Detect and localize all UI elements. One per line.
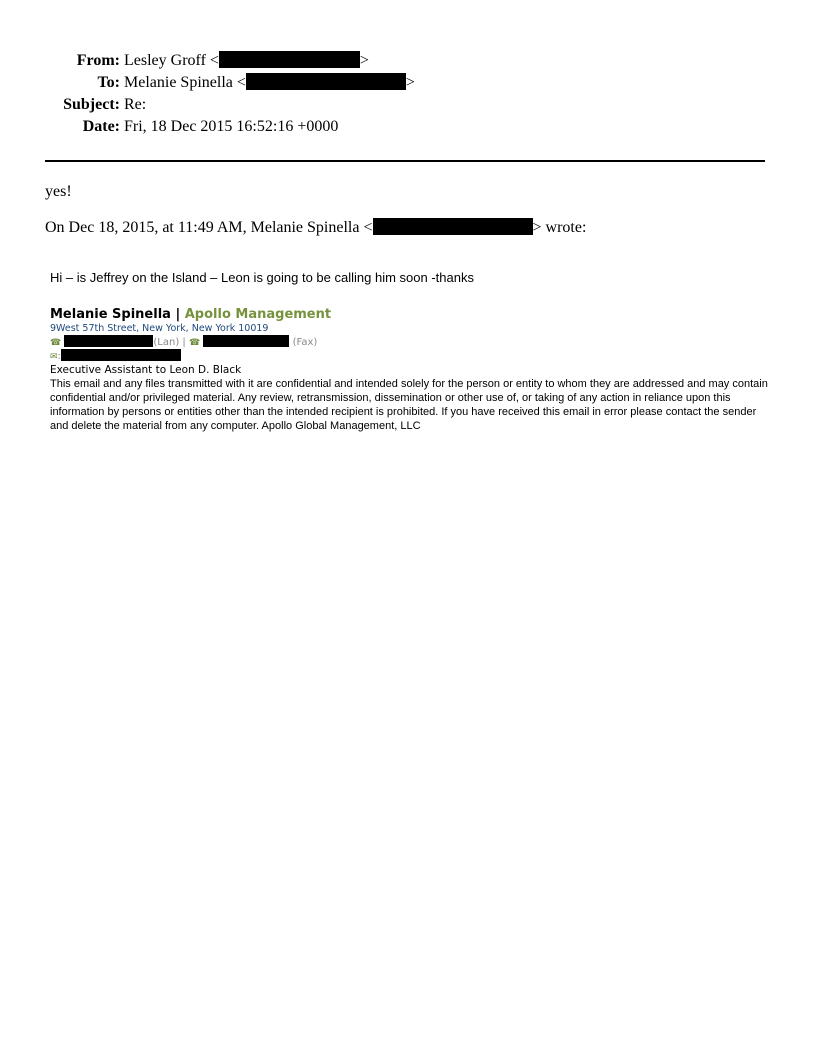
date-value: Fri, 18 Dec 2015 16:52:16 +0000 [124, 118, 339, 135]
fax-label: (Fax) [292, 337, 318, 348]
from-redaction [219, 51, 360, 68]
phone-separator: | [179, 337, 189, 348]
from-close: > [359, 52, 369, 69]
signature-name: Melanie Spinella [50, 307, 171, 322]
from-label: From: [76, 52, 120, 69]
quoted-message: Hi – is Jeffrey on the Island – Leon is going to be calling him soon -thanks [50, 270, 474, 285]
to-name: Melanie Spinella < [124, 74, 246, 91]
date-row [0, 116, 816, 138]
signature-email-line [50, 349, 770, 364]
from-value [124, 50, 369, 72]
to-row [0, 72, 816, 94]
fax-phone-icon: ☎ [188, 338, 201, 348]
subject-label: Subject: [63, 96, 120, 113]
signature-company: Apollo Management [184, 307, 332, 322]
confidentiality-disclaimer: This email and any files transmitted with it are confidential and intended solely for the person or entity to whom they are addressed and may contain confidential and/or privileged material. Any review, retransmission, dissemination or other use of, or taking of any action in reliance upon this information by persons or entities other than the intended recipient is prohibited. If you have received this email in error please contact the sender and delete the material from any computer. Apollo Global Management, LLC [50, 378, 768, 432]
header-divider [45, 160, 765, 162]
email-header [0, 50, 816, 138]
email-signature [50, 306, 770, 433]
subject-row [0, 94, 816, 116]
reply-text: yes! [45, 183, 72, 200]
quote-intro-text: On Dec 18, 2015, at 11:49 AM, Melanie Spinella < [45, 219, 373, 236]
quote-intro-suffix: > wrote: [532, 219, 587, 236]
to-value [124, 72, 415, 94]
email-label: : [57, 351, 61, 362]
email-redaction [61, 349, 181, 361]
signature-phone-line [50, 335, 770, 349]
subject-value: Re: [124, 96, 147, 113]
phone-icon: ☎ [50, 338, 62, 348]
signature-title: Executive Assistant to Leon D. Black [50, 364, 242, 376]
fax-redaction [203, 335, 289, 347]
to-redaction [246, 73, 406, 90]
phone-redaction [64, 335, 153, 347]
date-label: Date: [82, 118, 120, 135]
signature-address: 9West 57th Street, New York, New York 10019 [50, 323, 269, 334]
to-label: To: [97, 74, 120, 91]
signature-name-line [50, 306, 770, 323]
phone-label: (Lan) [153, 337, 180, 348]
quote-intro [45, 218, 586, 238]
to-close: > [405, 74, 415, 91]
from-name: Lesley Groff < [124, 52, 219, 69]
signature-separator: | [170, 307, 185, 322]
envelope-icon: ✉ [50, 352, 58, 362]
from-row [0, 50, 816, 72]
quote-email-redaction [373, 218, 533, 235]
